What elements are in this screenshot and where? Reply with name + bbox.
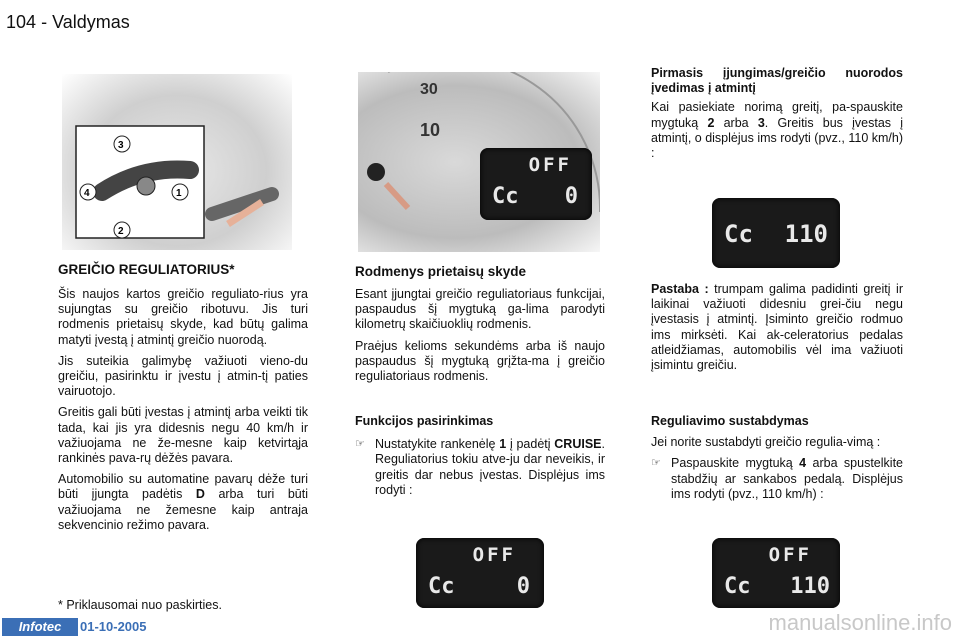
stalk-label-2: 2 (118, 226, 124, 237)
stalk-wheel (137, 177, 155, 195)
column-2-function (355, 414, 605, 498)
col2-bullet-a: Nustatykite rankenėlę (375, 437, 496, 452)
stalk-label-3: 3 (118, 140, 124, 151)
watermark-site: manualsonline.info (768, 610, 952, 635)
col1-paragraph-4 (58, 472, 308, 533)
col1-p4-end: arba turi būti važiuojama ne žemesne kaip antraja sekvencinio režimo pavara. (58, 487, 309, 532)
note-label: Pastaba : (651, 282, 709, 296)
stalk-label-1: 1 (176, 188, 182, 199)
column-2 (355, 264, 605, 390)
infotec-logo: Infotec (2, 618, 78, 636)
column-1 (58, 262, 308, 539)
cruise-control-title: GREIČIO REGULIATORIUS* (58, 262, 235, 277)
odometer-button-icon (367, 163, 385, 181)
col3-bullet-a: Paspauskite mygtuką (671, 456, 793, 471)
col2-paragraph-2: Praėjus kelioms sekundėms arba iš naujo paspaudus šį mygtuką grįžta-ma į greičio reguliatoriaus rodmenis. (355, 338, 605, 384)
col2-bullet-num: 1 (499, 437, 507, 452)
col3-bullet-b: arba spustelkite stabdžių ar sankabos pedalą. Displėjus ims rodyti (pvz., 110 km/h) : (671, 456, 903, 501)
col3-p1-n1: 2 (707, 115, 715, 130)
col1-p4-bold: D (195, 487, 205, 502)
pointer-arrow-icon (386, 184, 408, 208)
col2-bullet-bold: CRUISE (554, 437, 602, 452)
footer-date: 01-10-2005 (80, 619, 147, 634)
col2-bullet-b: į padėtį (509, 437, 551, 452)
col2-bullet (355, 437, 605, 498)
col2-bullet-c: . Reguliatorius tokiu atve-ju dar neveikis, ir greitis dar nebus įvestas. Displėjus ims rodyti : (375, 437, 605, 497)
col3-bullet-text (671, 456, 903, 502)
column-3-top (651, 66, 903, 161)
lcd-display-stopped (712, 538, 840, 608)
col1-paragraph-1: Šis naujos kartos greičio reguliato-rius yra sujungtas su greičio ribotuvu. Jis turi rodmenis prietaisų skyde, kad būtų galima matyti įvestą į atmintį greičio nuorodą. (58, 287, 308, 347)
lcd-right-text: 0 (516, 574, 530, 599)
lcd-left-text: Cc (492, 184, 519, 209)
col1-paragraph-3: Greitis gali būti įvestas į atmintį arba veikti tik tada, kai jis yra didesnis negu 40 km/h ir važiuojama ne že-mesne kaip ketvirtąja rankinės pava-rų dėžės pavara. (58, 405, 308, 466)
column-3-note (651, 282, 903, 373)
lcd-right-text: 110 (790, 574, 830, 599)
lcd-display-gauge (480, 148, 592, 220)
footnote: * Priklausomai nuo paskirties. (58, 598, 222, 612)
col3-paragraph-2: Jei norite sustabdyti greičio regulia-vimą : (651, 435, 881, 450)
first-activation-title: Pirmasis įjungimas/greičio nuorodos įvedimas į atmintį (651, 66, 903, 96)
col3-p1-b: arba (723, 115, 749, 130)
lcd-top-text: OFF (768, 544, 812, 566)
column-3-stop (651, 414, 903, 502)
lcd-right-text: 110 (784, 220, 828, 248)
stalk-label-4: 4 (84, 188, 90, 199)
lcd-top-text: OFF (528, 154, 572, 176)
col2-bullet-text (375, 437, 605, 498)
bullet-hand-icon: ☞ (651, 457, 661, 470)
bullet-hand-icon: ☞ (355, 438, 365, 451)
col3-p1-c: . Greitis bus įvestas į atmintį, o displėjus ims rodyti (pvz., 110 km/h) : (651, 115, 903, 161)
lcd-display-set-speed (712, 198, 840, 268)
gauge-mark-30: 30 (420, 81, 438, 98)
header-separator: - (41, 12, 48, 32)
lcd-right-text: 0 (564, 184, 578, 209)
stop-regulation-title: Reguliavimo sustabdymas (651, 414, 809, 428)
col2-body (355, 287, 605, 384)
instrument-panel-photo (358, 72, 600, 252)
col1-p4-start: Automobilio su automatine pavarų dėže turi būti įjungta padėtis (58, 472, 308, 502)
function-selection-title: Funkcijos pasirinkimas (355, 414, 494, 428)
section-title: Valdymas (52, 12, 130, 32)
gauge-mark-10: 10 (420, 120, 441, 140)
col3-bullet (651, 456, 903, 502)
lcd-top-text: OFF (472, 544, 516, 566)
col3-p1-a: Kai pasiekiate norimą greitį, pa-spauskite mygtuką (651, 100, 903, 130)
col3-paragraph-1 (651, 100, 903, 161)
col3-p1-n2: 3 (757, 115, 765, 130)
lcd-left-text: Cc (428, 574, 455, 599)
page-number: 104 (6, 12, 37, 32)
lcd-display-cruise-off (416, 538, 544, 608)
col3-bullet-num: 4 (799, 456, 807, 471)
lcd-left-text: Cc (724, 574, 751, 599)
col3-note (651, 282, 903, 373)
cruise-stalk-illustration (62, 74, 292, 250)
col2-paragraph-1: Esant įjungtai greičio reguliatoriaus funkcijai, paspaudus šį mygtuką ga-lima parodyti kilometrų skaičiuoklių rodmenis. (355, 287, 605, 332)
stalk-drawing (62, 74, 292, 250)
note-text: trumpam galima padidinti greitį ir laikinai važiuoti didesniu grei-čiu negu įvestasis į atmintį. Įsiminto greičio rodmuo ims mirksėti. Kai ak-celeratorius pedalas atleidžiamas, automobilis vėl ima važiuoti įsimintu greičiu. (651, 282, 903, 373)
page-header (6, 12, 130, 33)
col1-paragraph-2: Jis suteikia galimybę važiuoti vieno-du greičiu, pasirinktu ir įvestu į atmin-tį paties vairuotojo. (58, 353, 308, 399)
col1-body (58, 287, 308, 533)
lcd-left-text: Cc (724, 220, 753, 248)
dashboard-display-title: Rodmenys prietaisų skyde (355, 264, 527, 279)
